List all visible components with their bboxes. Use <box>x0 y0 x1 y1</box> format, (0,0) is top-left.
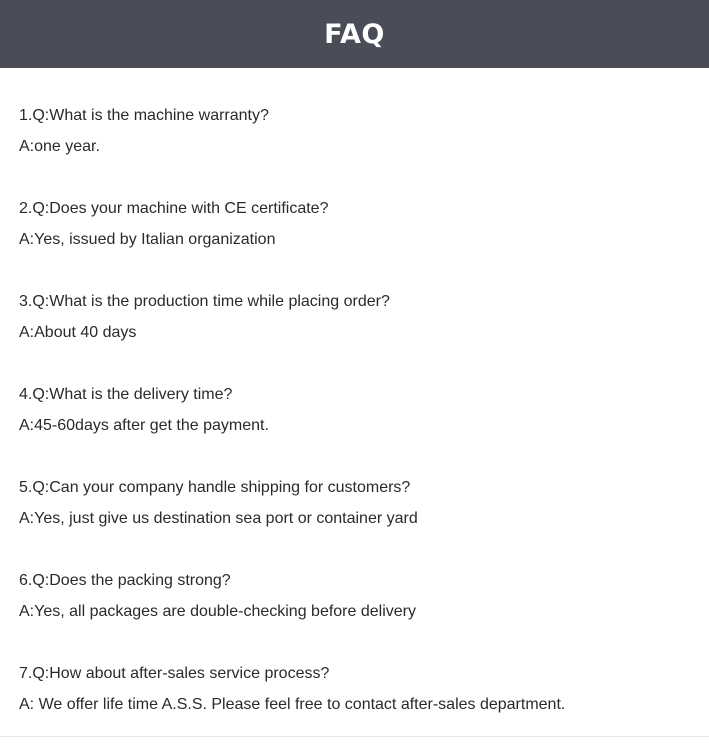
faq-question: 1.Q:What is the machine warranty? <box>19 107 269 124</box>
faq-question: 6.Q:Does the packing strong? <box>19 572 231 589</box>
faq-item <box>19 100 699 193</box>
page-title: FAQ <box>324 18 385 50</box>
faq-question: 4.Q:What is the delivery time? <box>19 386 233 403</box>
faq-answer: A:Yes, issued by Italian organization <box>19 231 276 248</box>
faq-item <box>19 658 699 751</box>
faq-question: 3.Q:What is the production time while placing order? <box>19 293 390 310</box>
faq-item <box>19 286 699 379</box>
faq-answer: A:Yes, just give us destination sea port or container yard <box>19 510 418 527</box>
faq-header <box>0 0 709 68</box>
faq-item <box>19 565 699 658</box>
faq-item <box>19 379 699 472</box>
faq-item <box>19 193 699 286</box>
faq-answer: A:Yes, all packages are double-checking before delivery <box>19 603 416 620</box>
faq-question: 2.Q:Does your machine with CE certificate? <box>19 200 329 217</box>
faq-answer: A:one year. <box>19 138 100 155</box>
faq-answer: A: We offer life time A.S.S. Please feel free to contact after-sales department. <box>19 696 566 713</box>
faq-question: 5.Q:Can your company handle shipping for customers? <box>19 479 411 496</box>
faq-answer: A:About 40 days <box>19 324 137 341</box>
faq-list <box>19 100 699 751</box>
faq-question: 7.Q:How about after-sales service process? <box>19 665 330 682</box>
faq-answer: A:45-60days after get the payment. <box>19 417 269 434</box>
faq-item <box>19 472 699 565</box>
